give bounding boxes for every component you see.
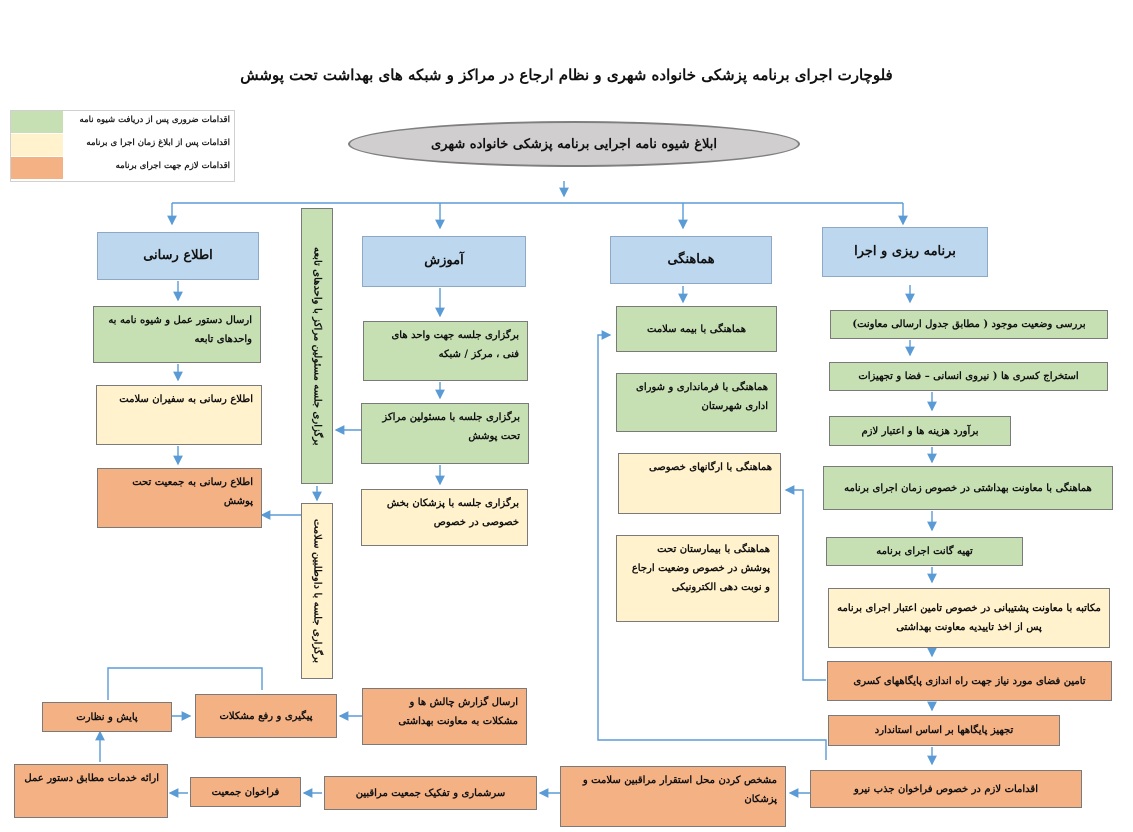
legend-label: اقدامات پس از ابلاغ زمان اجرا ی برنامه — [86, 138, 230, 148]
legend-label: اقدامات لازم جهت اجرای برنامه — [115, 161, 230, 171]
planning-step-8: تجهیز پایگاهها بر اساس استاندارد — [828, 715, 1060, 746]
planning-step-1: بررسی وضعیت موجود ( مطابق جدول ارسالی معاونت) — [830, 310, 1108, 339]
bottom-step-3: فراخوان جمعیت — [190, 777, 301, 807]
header-training: آموزش — [362, 236, 526, 287]
information-step-2: اطلاع رسانی به سفیران سلامت — [96, 385, 262, 445]
bottom-step-6: پیگیری و رفع مشکلات — [195, 694, 337, 738]
training-step-2: برگزاری جلسه با مسئولین مراکز تحت پوشش — [361, 403, 529, 464]
header-coordination: هماهنگی — [610, 236, 772, 284]
training-step-3: برگزاری جلسه با پزشکان بخش خصوصی در خصوص — [361, 489, 528, 546]
header-information: اطلاع رسانی — [97, 232, 259, 280]
root-ellipse: ابلاغ شیوه نامه اجرایی برنامه پزشکی خانواده شهری — [348, 121, 800, 167]
planning-step-5: تهیه گانت اجرای برنامه — [826, 537, 1023, 566]
planning-step-6: مکاتبه با معاونت پشتیبانی در خصوص تامین اعتبار اجرای برنامه پس از اخذ تاییدیه معاونت بهداشتی — [828, 588, 1110, 648]
vertical-meeting-centers — [301, 208, 333, 484]
coordination-step-2: هماهنگی با فرمانداری و شورای اداری شهرستان — [616, 373, 777, 432]
planning-step-4: هماهنگی با معاونت بهداشتی در خصوص زمان اجرای برنامه — [823, 466, 1113, 510]
information-step-1: ارسال دستور عمل و شیوه نامه به واحدهای تابعه — [93, 306, 261, 363]
bottom-step-7: پایش و نظارت — [42, 702, 172, 732]
legend-label: اقدامات ضروری پس از دریافت شیوه نامه — [79, 115, 230, 125]
bottom-step-4: ارائه خدمات مطابق دستور عمل — [14, 764, 168, 818]
vertical-label: برگزاری جلسه مسئولین مراکز با واحدهای تابعه — [311, 246, 323, 446]
training-step-1: برگزاری جلسه جهت واحد های فنی ، مرکز / شبکه — [363, 321, 528, 381]
planning-step-3: برآورد هزینه ها و اعتبار لازم — [829, 416, 1011, 446]
information-step-3: اطلاع رسانی به جمعیت تحت پوشش — [97, 468, 262, 528]
page-title: فلوچارت اجرای برنامه پزشکی خانواده شهری و نظام ارجاع در مراکز و شبکه های بهداشت تحت پوشش — [240, 66, 893, 84]
bottom-step-5: ارسال گزارش چالش ها و مشکلات به معاونت بهداشتی — [362, 688, 527, 745]
bottom-step-2: سرشماری و تفکیک جمعیت مراقبین — [324, 776, 537, 810]
coordination-step-1: هماهنگی با بیمه سلامت — [616, 306, 777, 352]
planning-step-7: تامین فضای مورد نیاز جهت راه اندازی پایگاههای کسری — [827, 661, 1112, 701]
vertical-label: برگزاری جلسه با داوطلبین سلامت — [311, 518, 323, 664]
vertical-meeting-volunteers — [301, 503, 333, 679]
planning-step-9: اقدامات لازم در خصوص فراخوان جذب نیرو — [810, 770, 1082, 808]
bottom-step-1: مشخص کردن محل استقرار مراقبین سلامت و پزشکان — [560, 766, 786, 827]
header-planning: برنامه ریزی و اجرا — [822, 227, 988, 277]
coordination-step-3: هماهنگی با ارگانهای خصوصی — [618, 453, 781, 514]
planning-step-2: استخراج کسری ها ( نیروی انسانی – فضا و تجهیزات — [829, 362, 1108, 391]
coordination-step-4: هماهنگی با بیمارستان تحت پوشش در خصوص وضعیت ارجاع و نوبت دهی الکترونیکی — [616, 535, 779, 622]
